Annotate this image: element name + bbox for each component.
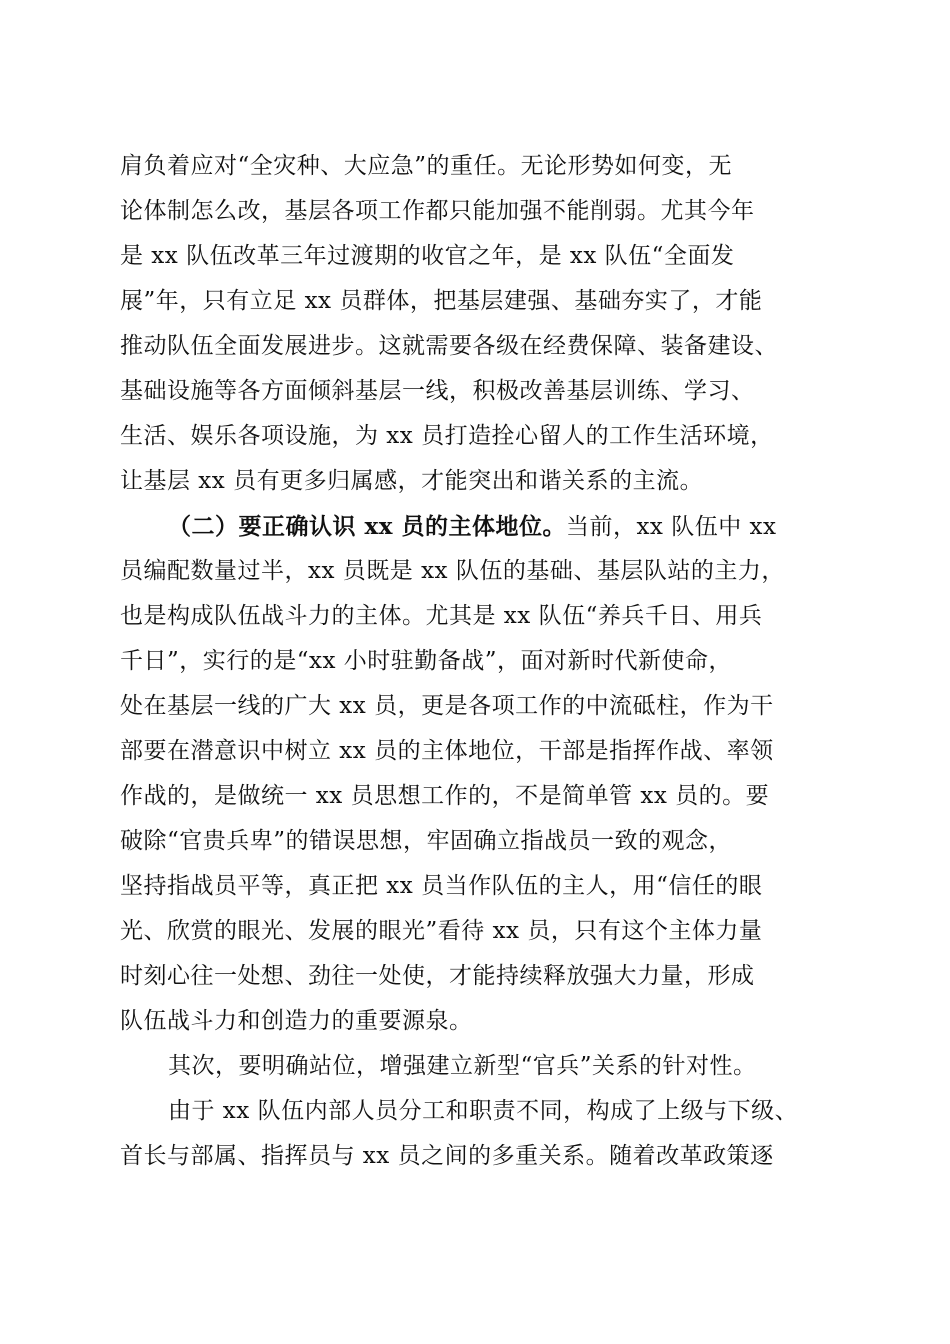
text-line: 光、欣赏的眼光、发展的眼光”看待 xx 员，只有这个主体力量	[120, 918, 763, 944]
text-line: 基础设施等各方面倾斜基层一线，积极改善基层训练、学习、	[120, 378, 755, 404]
text-line: 展”年，只有立足 xx 员群体，把基层建强、基础夯实了，才能	[120, 288, 763, 314]
text-line: 生活、娱乐各项设施，为 xx 员打造拴心留人的工作生活环境，	[120, 423, 774, 449]
text-line: 处在基层一线的广大 xx 员，更是各项工作的中流砥柱，作为干	[120, 693, 774, 719]
text-line: 首长与部属、指挥员与 xx 员之间的多重关系。随着改革政策逐	[120, 1143, 774, 1169]
text-line: 时刻心往一处想、劲往一处使，才能持续释放强大力量，形成	[120, 963, 755, 989]
text-line: 部要在潜意识中树立 xx 员的主体地位，干部是指挥作战、率领	[120, 738, 774, 764]
paragraph-4	[120, 1089, 830, 1179]
text-line: 员编配数量过半，xx 员既是 xx 队伍的基础、基层队站的主力，	[120, 558, 785, 584]
text-line: 是 xx 队伍改革三年过渡期的收官之年，是 xx 队伍“全面发	[120, 243, 735, 269]
text-line: 千日”，实行的是“xx 小时驻勤备战”，面对新时代新使命，	[120, 648, 733, 674]
text-line: 队伍战斗力和创造力的重要源泉。	[120, 1008, 473, 1034]
text-line: 破除“官贵兵卑”的错误思想，牢固确立指战员一致的观念，	[120, 828, 733, 854]
text-line: 由于 xx 队伍内部人员分工和职责不同，构成了上级与下级、	[168, 1098, 799, 1124]
paragraph-3	[120, 1044, 830, 1089]
section-heading: （二）要正确认识 xx 员的主体地位。	[168, 513, 566, 540]
paragraph-1	[120, 144, 830, 504]
text-line	[120, 504, 830, 549]
paragraph-2	[120, 504, 830, 1044]
document-body	[120, 144, 830, 1179]
text-line: 其次，要明确站位，增强建立新型“官兵”关系的针对性。	[168, 1053, 757, 1079]
text-line: 也是构成队伍战斗力的主体。尤其是 xx 队伍“养兵千日、用兵	[120, 603, 763, 629]
text-line: 论体制怎么改，基层各项工作都只能加强不能削弱。尤其今年	[120, 198, 755, 224]
text-line: 坚持指战员平等，真正把 xx 员当作队伍的主人，用“信任的眼	[120, 873, 763, 899]
text-line: 肩负着应对“全灾种、大应急”的重任。无论形势如何变，无	[120, 153, 733, 179]
text-span: 当前，xx 队伍中 xx	[565, 514, 777, 540]
text-line: 推动队伍全面发展进步。这就需要各级在经费保障、装备建设、	[120, 333, 778, 359]
text-line: 作战的，是做统一 xx 员思想工作的，不是简单管 xx 员的。要	[120, 783, 770, 809]
text-line: 让基层 xx 员有更多归属感，才能突出和谐关系的主流。	[120, 468, 704, 494]
